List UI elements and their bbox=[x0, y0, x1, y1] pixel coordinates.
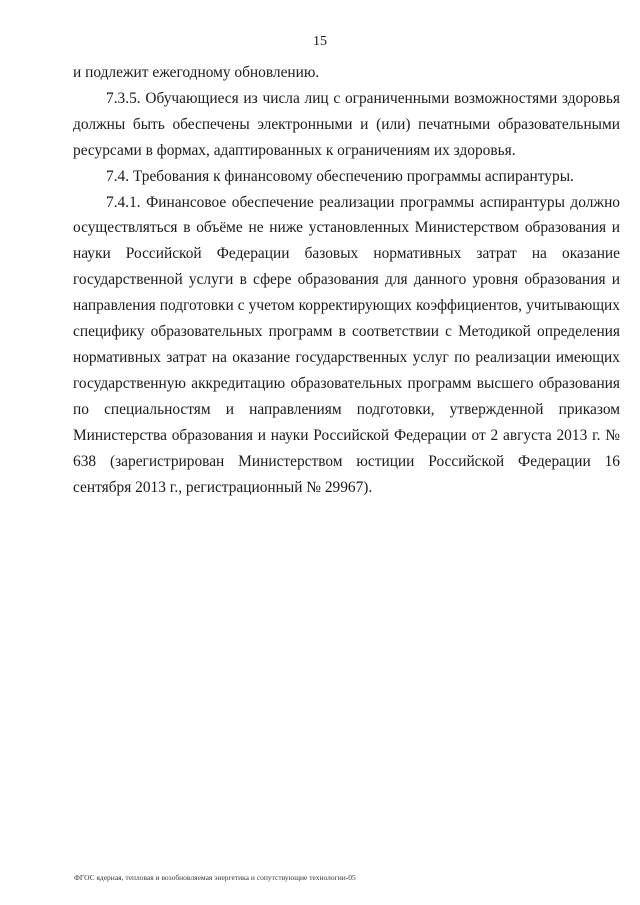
page-number: 15 bbox=[313, 34, 327, 49]
page-footer: ФГОС ядерная, тепловая и возобновляемая энергетика и сопутствующие технологии-05 bbox=[74, 873, 356, 882]
paragraph-7-4-1: 7.4.1. Финансовое обеспечение реализации программы аспирантуры должно осуществляться в объёме не ниже установленных Министерством образования и науки Российской Федерации базовых нормативных затрат на оказание государственной услуги в сфере образования для данного уровня образования и направления подготовки с учетом корректирующих коэффициентов, учитывающих специфику образовательных программ в соответствии с Методикой определения нормативных затрат на оказание государственных услуг по реализации имеющих государственную аккредитацию образовательных программ высшего образования по специальностям и направлениям подготовки, утвержденной приказом Министерства образования и науки Российской Федерации от 2 августа 2013 г. № 638 (зарегистрирован Министерством юстиции Российской Федерации 16 сентября 2013 г., регистрационный № 29967). bbox=[73, 193, 620, 496]
paragraph-continuation: и подлежит ежегодному обновлению. bbox=[73, 64, 320, 81]
paragraph-7-3-5: 7.3.5. Обучающиеся из числа лиц с ограниченными возможностями здоровья должны быть обеспечены электронными и (или) печатными образовательными ресурсами в формах, адаптированных к ограничениям их здоровья. bbox=[73, 89, 620, 159]
document-body bbox=[73, 60, 620, 500]
paragraph-7-4: 7.4. Требования к финансовому обеспечению программы аспирантуры. bbox=[106, 167, 574, 185]
